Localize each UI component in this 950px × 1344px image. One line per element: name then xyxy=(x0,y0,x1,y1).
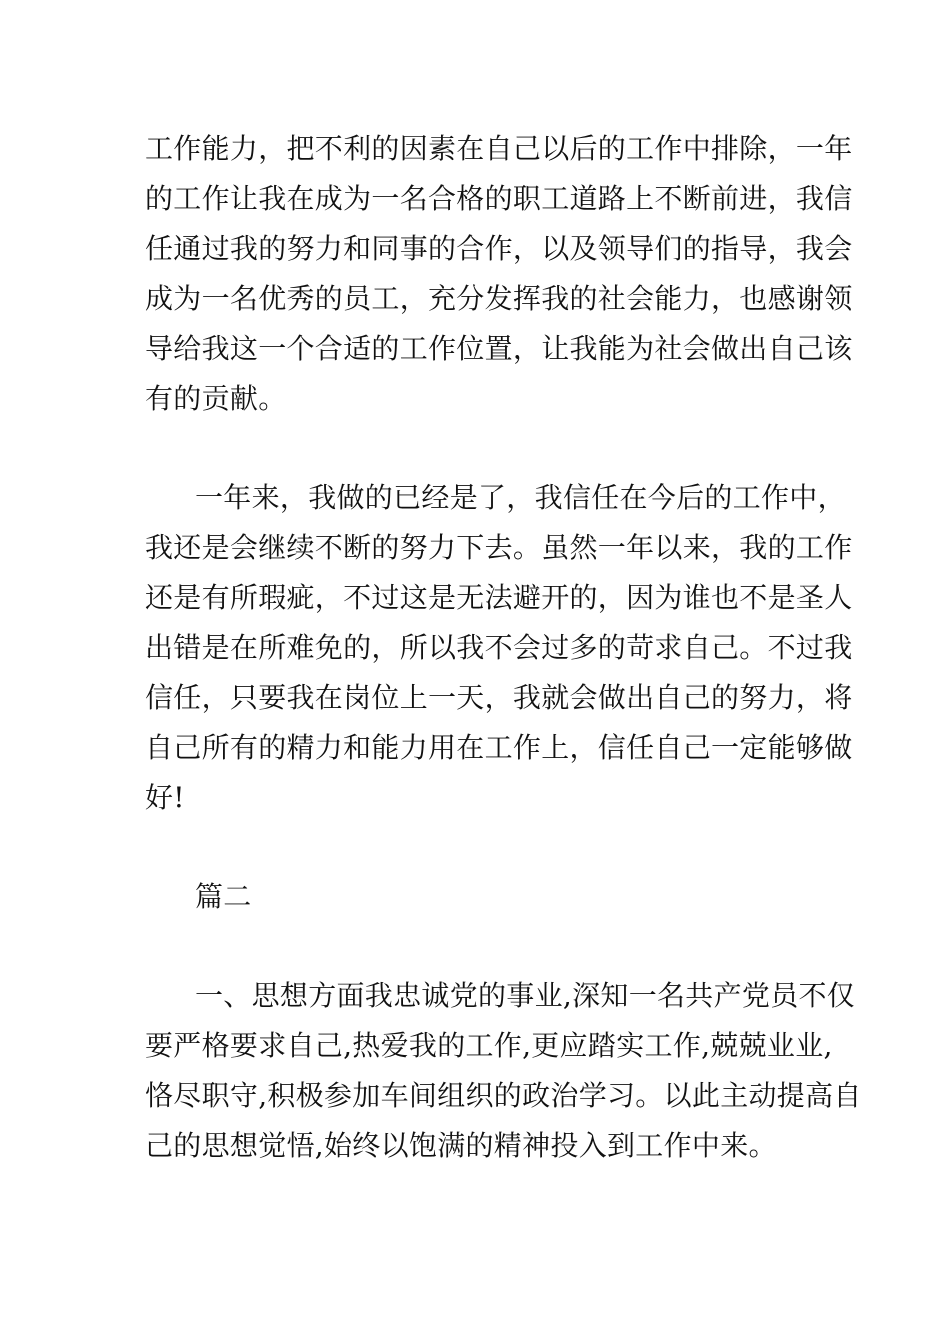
paragraph3-line: 要严格要求自己,热爱我的工作,更应踏实工作,兢兢业业, xyxy=(145,1029,833,1062)
paragraph2-line: 自己所有的精力和能力用在工作上，信任自己一定能够做 xyxy=(145,731,853,764)
paragraph2-line: 一年来，我做的已经是了，我信任在今后的工作中， xyxy=(195,481,846,514)
paragraph1-line: 任通过我的努力和同事的合作，以及领导们的指导，我会 xyxy=(145,232,853,265)
paragraph1-line: 工作能力，把不利的因素在自己以后的工作中排除，一年 xyxy=(145,132,853,165)
paragraph2-line: 信任，只要我在岗位上一天，我就会做出自己的努力，将 xyxy=(145,681,853,714)
paragraph2-line: 好! xyxy=(145,781,185,814)
paragraph1-line: 导给我这一个合适的工作位置，让我能为社会做出自己该 xyxy=(145,332,853,365)
paragraph2-line: 我还是会继续不断的努力下去。虽然一年以来，我的工作 xyxy=(145,531,853,564)
paragraph2-line: 还是有所瑕疵，不过这是无法避开的，因为谁也不是圣人 xyxy=(145,581,853,614)
paragraph2-line: 出错是在所难免的，所以我不会过多的苛求自己。不过我 xyxy=(145,631,853,664)
paragraph1-line: 有的贡献。 xyxy=(145,382,287,415)
paragraph1-line: 成为一名优秀的员工，充分发挥我的社会能力，也感谢领 xyxy=(145,282,853,315)
paragraph3-line: 一、思想方面我忠诚党的事业,深知一名共产党员不仅 xyxy=(195,979,856,1012)
paragraph3-line: 己的思想觉悟,始终以饱满的精神投入到工作中来。 xyxy=(145,1129,777,1162)
paragraph3-line: 恪尽职守,积极参加车间组织的政治学习。以此主动提高自 xyxy=(145,1079,862,1112)
section-heading: 篇二 xyxy=(195,880,252,913)
paragraph1-line: 的工作让我在成为一名合格的职工道路上不断前进，我信 xyxy=(145,182,853,215)
